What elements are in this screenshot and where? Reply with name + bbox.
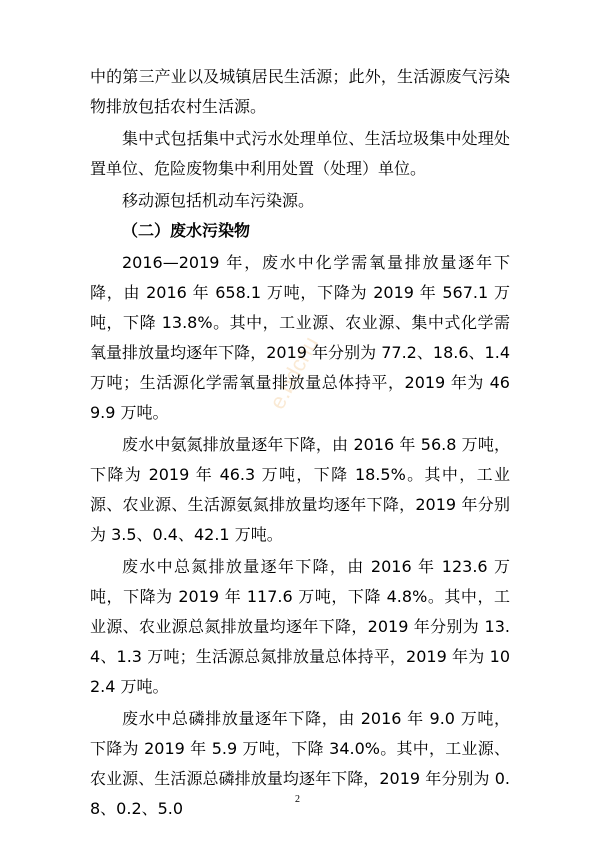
paragraph-centralized-sources: 集中式包括集中式污水处理单位、生活垃圾集中处理处置单位、危险废物集中利用处置（处理）单位。 [90, 129, 510, 178]
paragraph-ammonia-nitrogen: 废水中氨氮排放量逐年下降，由 2016 年 56.8 万吨，下降为 2019 年 46.3 万吨，下降 18.5%。其中，工业源、农业源、生活源氨氮排放量均逐年下降，2019 年分别为 3.5、0.4、42.1 万吨。 [90, 435, 510, 544]
watermark-stamp: e.bdcnu [264, 332, 324, 414]
page-body [90, 62, 510, 824]
paragraph-total-nitrogen: 废水中总氮排放量逐年下降，由 2016 年 123.6 万吨，下降为 2019 年 117.6 万吨，下降 4.8%。其中，工业源、农业源总氮排放量均逐年下降，2019 年分别为 13.4、1.3 万吨；生活源总氮排放量总体持平，2019 年为 102.4 万吨。 [90, 557, 510, 696]
paragraph-mobile-sources: 移动源包括机动车污染源。 [122, 191, 315, 210]
paragraph-cod: 2016—2019 年，废水中化学需氧量排放量逐年下降，由 2016 年 658.1 万吨，下降为 2019 年 567.1 万吨，下降 13.8%。其中，工业源、农业源、集中式化学需氧量排放量均逐年下降，2019 年分别为 77.2、18.6、1.4 万吨；生活源化学需氧量排放量总体持平，2019 年为 469.9 万吨。 [90, 253, 510, 422]
section-heading-wastewater: （二）废水污染物 [122, 221, 251, 240]
paragraph-continuation: 中的第三产业以及城镇居民生活源；此外，生活源废气污染物排放包括农村生活源。 [90, 67, 510, 116]
page-number: 2 [295, 794, 300, 805]
paragraph-total-phosphorus: 废水中总磷排放量逐年下降，由 2016 年 9.0 万吨，下降为 2019 年 5.9 万吨，下降 34.0%。其中，工业源、农业源、生活源总磷排放量均逐年下降，2019 年分别为 0.8、0.2、5.0 [90, 709, 510, 818]
